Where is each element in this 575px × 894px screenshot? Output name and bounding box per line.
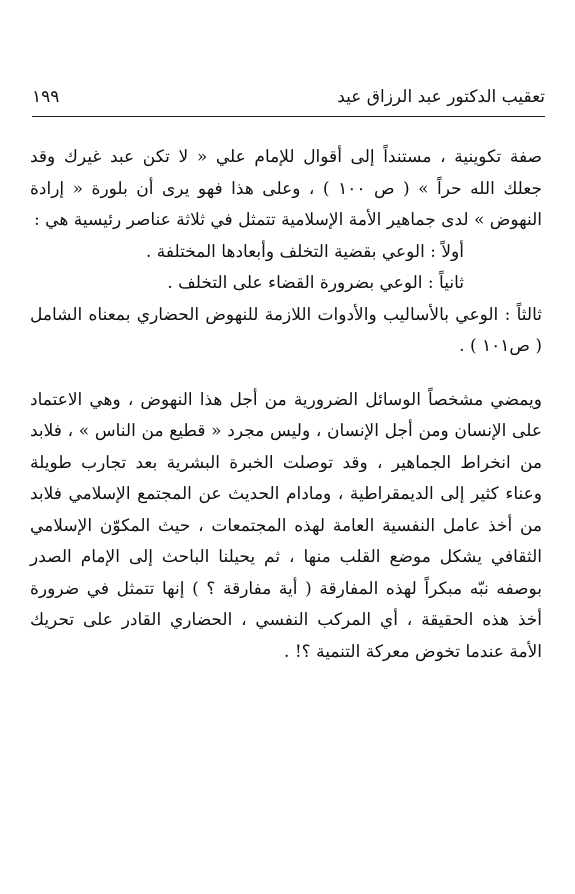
- paragraph-2: ويمضي مشخصاً الوسائل الضرورية من أجل هذا النهوض ، وهي الاعتماد على الإنسان ومن أجل الإنسان ، وليس مجرد « قطيع من الناس » ، فلابد من انخراط الجماهير ، وقد توصلت الخبرة البشرية بعد تجارب طويلة وعناء كثير إلى الديمقراطية ، ومادام الحديث عن المجتمع الإسلامي فلابد من أخذ عامل النفسية العامة لهذه المجتمعات ، حيث المكوّن الإسلامي الثقافي يشكل موضع القلب منها ، ثم يحيلنا الباحث إلى الإمام الصدر بوصفه نبّه مبكراً لهذه المفارقة ( أية مفارقة ؟ ) إنها تتمثل في ضرورة أخذ هذه الحقيقة ، أي المركب النفسي ، الحضاري القادر على تحريك الأمة عندما تخوض معركة التنمية ؟! .: [30, 389, 542, 662]
- list-item-third: ثالثاً : الوعي بالأساليب والأدوات اللازمة للنهوض الحضاري بمعناه الشامل ( ص١٠١ ) .: [30, 304, 542, 356]
- list-item-second: ثانياً : الوعي بضرورة القضاء على التخلف .: [167, 273, 464, 293]
- list-item-first: أولاً : الوعي بقضية التخلف وأبعادها المختلفة .: [145, 241, 464, 262]
- body-text: [30, 142, 542, 668]
- page-header: [32, 82, 545, 112]
- header-divider: [32, 116, 545, 117]
- running-title: تعقيب الدكتور عبد الرزاق عيد: [337, 87, 545, 107]
- page-number: ١٩٩: [32, 87, 60, 107]
- paragraph-1: صفة تكوينية ، مستنداً إلى أقوال للإمام علي « لا تكن عبد غيرك وقد جعلك الله حراً » ( ص ١٠٠ ) ، وعلى هذا فهو يرى أن بلورة « إرادة النهوض » لدى جماهير الأمة الإسلامية تتمثل في ثلاثة عناصر رئيسية هي :: [30, 147, 542, 230]
